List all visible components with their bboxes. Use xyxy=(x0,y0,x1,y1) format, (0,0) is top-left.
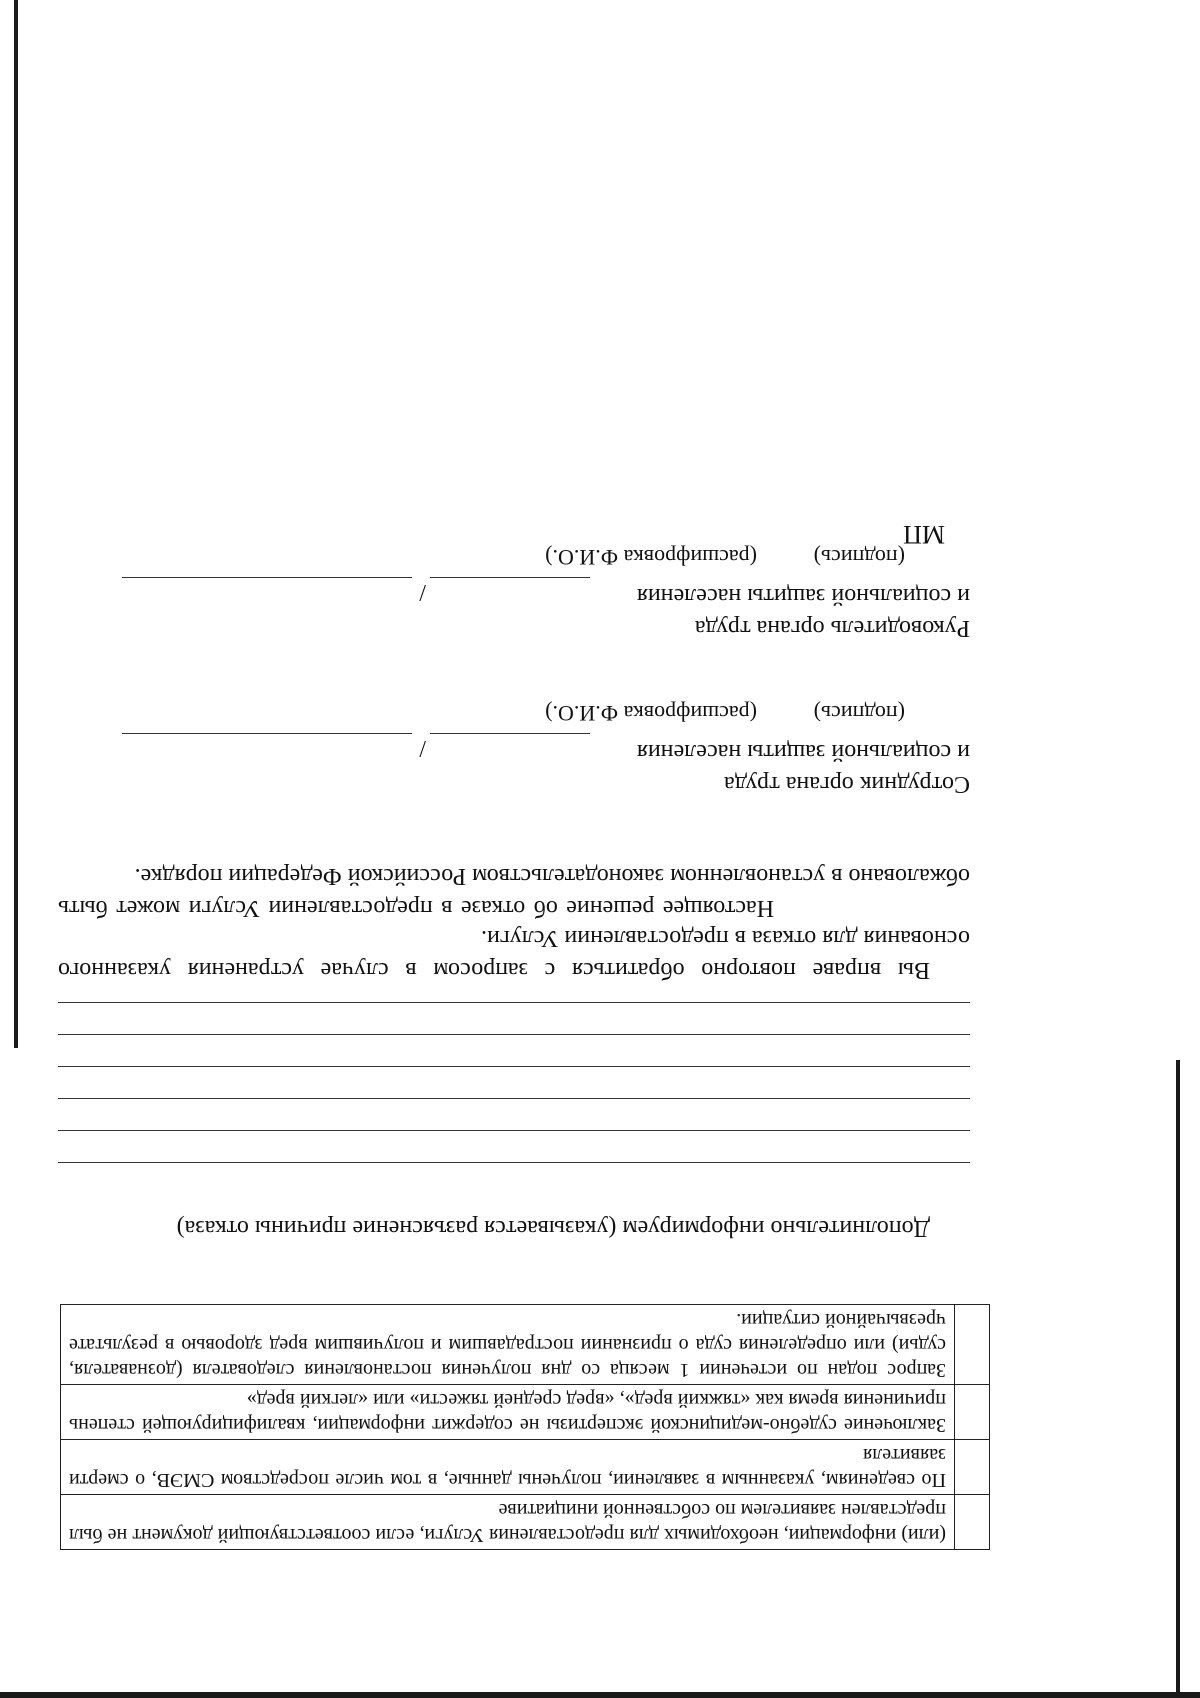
name-label: (расшифровка Ф.И.О.) xyxy=(545,545,757,570)
refusal-reasons-table xyxy=(60,1304,990,1550)
signature-separator: / xyxy=(419,735,426,761)
additional-info-paragraph: Дополнительно информируем (указывается разъяснение причины отказа) xyxy=(176,1215,930,1241)
table-row xyxy=(61,1495,990,1550)
fill-in-line xyxy=(58,1098,970,1099)
name-label: (расшифровка Ф.И.О.) xyxy=(545,701,757,726)
fill-in-line xyxy=(58,1002,970,1003)
name-line xyxy=(122,577,412,578)
signature-separator: / xyxy=(419,579,426,605)
fill-in-line xyxy=(58,1162,970,1163)
fill-in-line xyxy=(58,1034,970,1035)
signature-line xyxy=(430,733,590,734)
signature-line xyxy=(430,577,590,578)
employee-signature-block xyxy=(58,660,970,800)
retry-notice-paragraph: Вы вправе повторно обратиться с запросом в случае устранения указанного основания для отказа в предоставлении Услуги. xyxy=(58,925,970,983)
checkbox-cell xyxy=(955,1385,990,1440)
table-row xyxy=(61,1305,990,1385)
checkbox-cell xyxy=(955,1305,990,1385)
role-title: Сотрудник органа труда xyxy=(723,771,970,797)
table-row xyxy=(61,1440,990,1495)
reason-text: (или) информации, необходимых для предоставления Услуги, если соответствующий документ не был представлен заявителем по собственной инициативе xyxy=(61,1495,955,1550)
table-row xyxy=(61,1385,990,1440)
role-title: Руководитель органа труда xyxy=(694,615,970,641)
appeal-notice-paragraph: Настоящее решение об отказе в предоставлении Услуги может быть обжаловано в установленном законодательством Российской Федерации порядке. xyxy=(58,863,970,921)
name-line xyxy=(122,733,412,734)
checkbox-cell xyxy=(955,1440,990,1495)
reason-text: По сведениям, указанным в заявлении, получены данные, в том числе посредством СМЭВ, о смерти заявителя xyxy=(61,1440,955,1495)
role-title: и социальной защиты населения xyxy=(636,739,970,765)
signature-label: (подпись) xyxy=(813,701,905,726)
stamp-place: МП xyxy=(903,520,945,549)
reason-text: Заключение судебно-медицинской экспертизы не содержит информации, квалифицирующей степень причинения время как «тяжкий вред», «вред средней тяжести» или «легкий вред» xyxy=(61,1385,955,1440)
role-title: и социальной защиты населения xyxy=(636,583,970,609)
signature-label: (подпись) xyxy=(813,545,905,570)
reason-text: Запрос подан по истечении 1 месяца со дня получения постановления следователя (дознавателя, судьи) или определения суда о признании пострадавшим и получившим вред здоровью в результате чрезвычайной ситуации. xyxy=(61,1305,955,1385)
checkbox-cell xyxy=(955,1495,990,1550)
head-signature-block xyxy=(58,504,970,644)
fill-in-line xyxy=(58,1066,970,1067)
fill-in-line xyxy=(58,1130,970,1131)
